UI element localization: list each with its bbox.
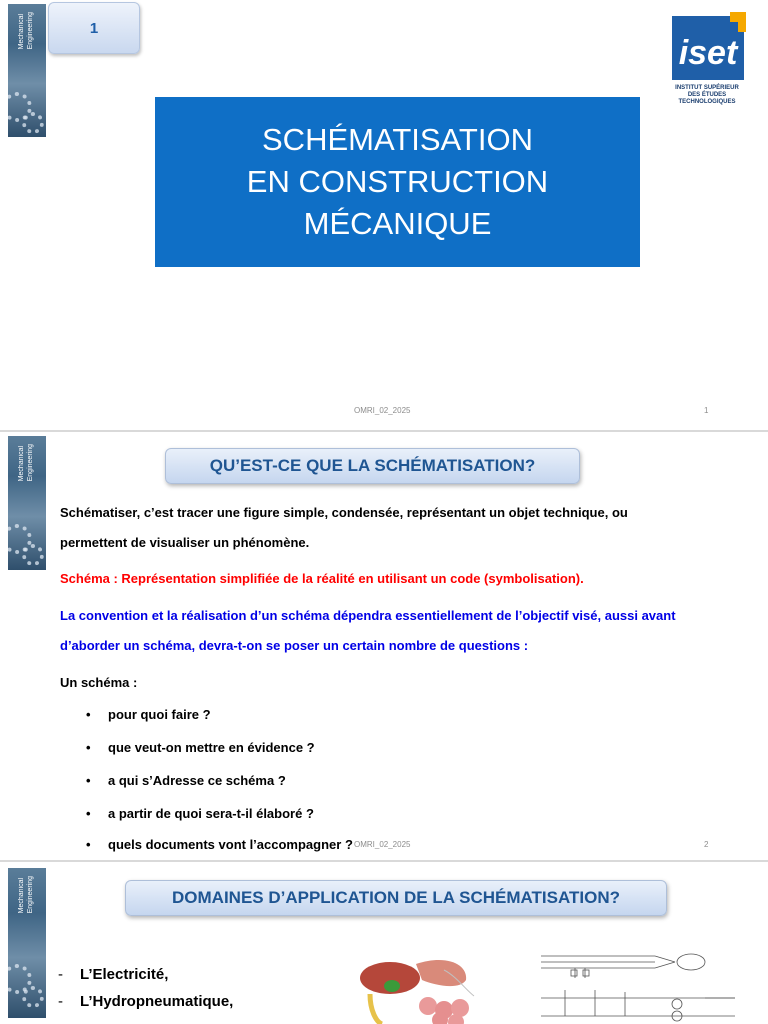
schema-definition: Schéma : Représentation simplifiée de la réalité en utilisant un code (symbolisation). bbox=[60, 571, 584, 586]
list-item: - L’Electricité, bbox=[58, 966, 169, 983]
banner-line2: Engineering bbox=[27, 12, 34, 50]
title-line-2: EN CONSTRUCTION bbox=[246, 164, 549, 199]
list-item: • quels documents vont l’accompagner ? bbox=[86, 837, 353, 852]
mechanical-engineering-banner bbox=[8, 436, 46, 570]
mechanical-engineering-banner bbox=[8, 4, 46, 137]
convention-paragraph: La convention et la réalisation d’un schéma dépendra essentiellement de l’objectif visé, aussi avant d’aborder un schéma, devra-t-on se poser un certain nombre de questions : bbox=[60, 608, 676, 653]
definition-paragraph: Schématiser, c’est tracer une figure simple, condensée, représentant un objet technique, ou permettent de visualiser un phénomène. bbox=[60, 505, 628, 550]
mechanical-engineering-banner bbox=[8, 868, 46, 1018]
title-line-3: MÉCANIQUE bbox=[303, 206, 492, 241]
list-item: • a qui s’Adresse ce schéma ? bbox=[86, 773, 286, 788]
banner-line2: Engineering bbox=[27, 444, 34, 482]
footer-author: OMRI_02_2025 bbox=[354, 840, 411, 849]
banner-line1: Mechanical bbox=[18, 13, 25, 50]
banner-line2: Engineering bbox=[27, 876, 34, 914]
footer-page-number: 1 bbox=[704, 406, 709, 415]
gear-icon bbox=[22, 544, 44, 566]
anatomy-diagram-icon bbox=[356, 950, 488, 1024]
list-item: • pour quoi faire ? bbox=[86, 707, 211, 722]
slide-3 bbox=[0, 862, 768, 1024]
logo-caption: INSTITUT SUPÉRIEUR DES ÉTUDES TECHNOLOGIQUES bbox=[675, 85, 739, 105]
banner-line1: Mechanical bbox=[18, 877, 25, 914]
title-box bbox=[155, 97, 640, 267]
slide-1 bbox=[0, 0, 768, 430]
gear-icon bbox=[22, 986, 44, 1008]
electrical-circuit-diagram-icon bbox=[535, 942, 755, 1024]
slide-number-badge: 1 bbox=[48, 2, 140, 54]
list-item: - L’Hydropneumatique, bbox=[58, 993, 234, 1010]
banner-line1: Mechanical bbox=[18, 445, 25, 482]
footer-page-number: 2 bbox=[704, 840, 709, 849]
title-line-1: SCHÉMATISATION bbox=[262, 122, 533, 157]
gear-icon bbox=[22, 112, 44, 134]
slide-2 bbox=[0, 432, 768, 860]
section-header: QU’EST-CE QUE LA SCHÉMATISATION? bbox=[165, 448, 580, 484]
list-item: • a partir de quoi sera-t-il élaboré ? bbox=[86, 806, 314, 821]
svg-text:iset: iset bbox=[678, 34, 738, 72]
section-header: DOMAINES D’APPLICATION DE LA SCHÉMATISATION? bbox=[125, 880, 667, 916]
footer-author: OMRI_02_2025 bbox=[354, 406, 411, 415]
list-item: • que veut-on mettre en évidence ? bbox=[86, 740, 315, 755]
list-intro: Un schéma : bbox=[60, 675, 138, 690]
